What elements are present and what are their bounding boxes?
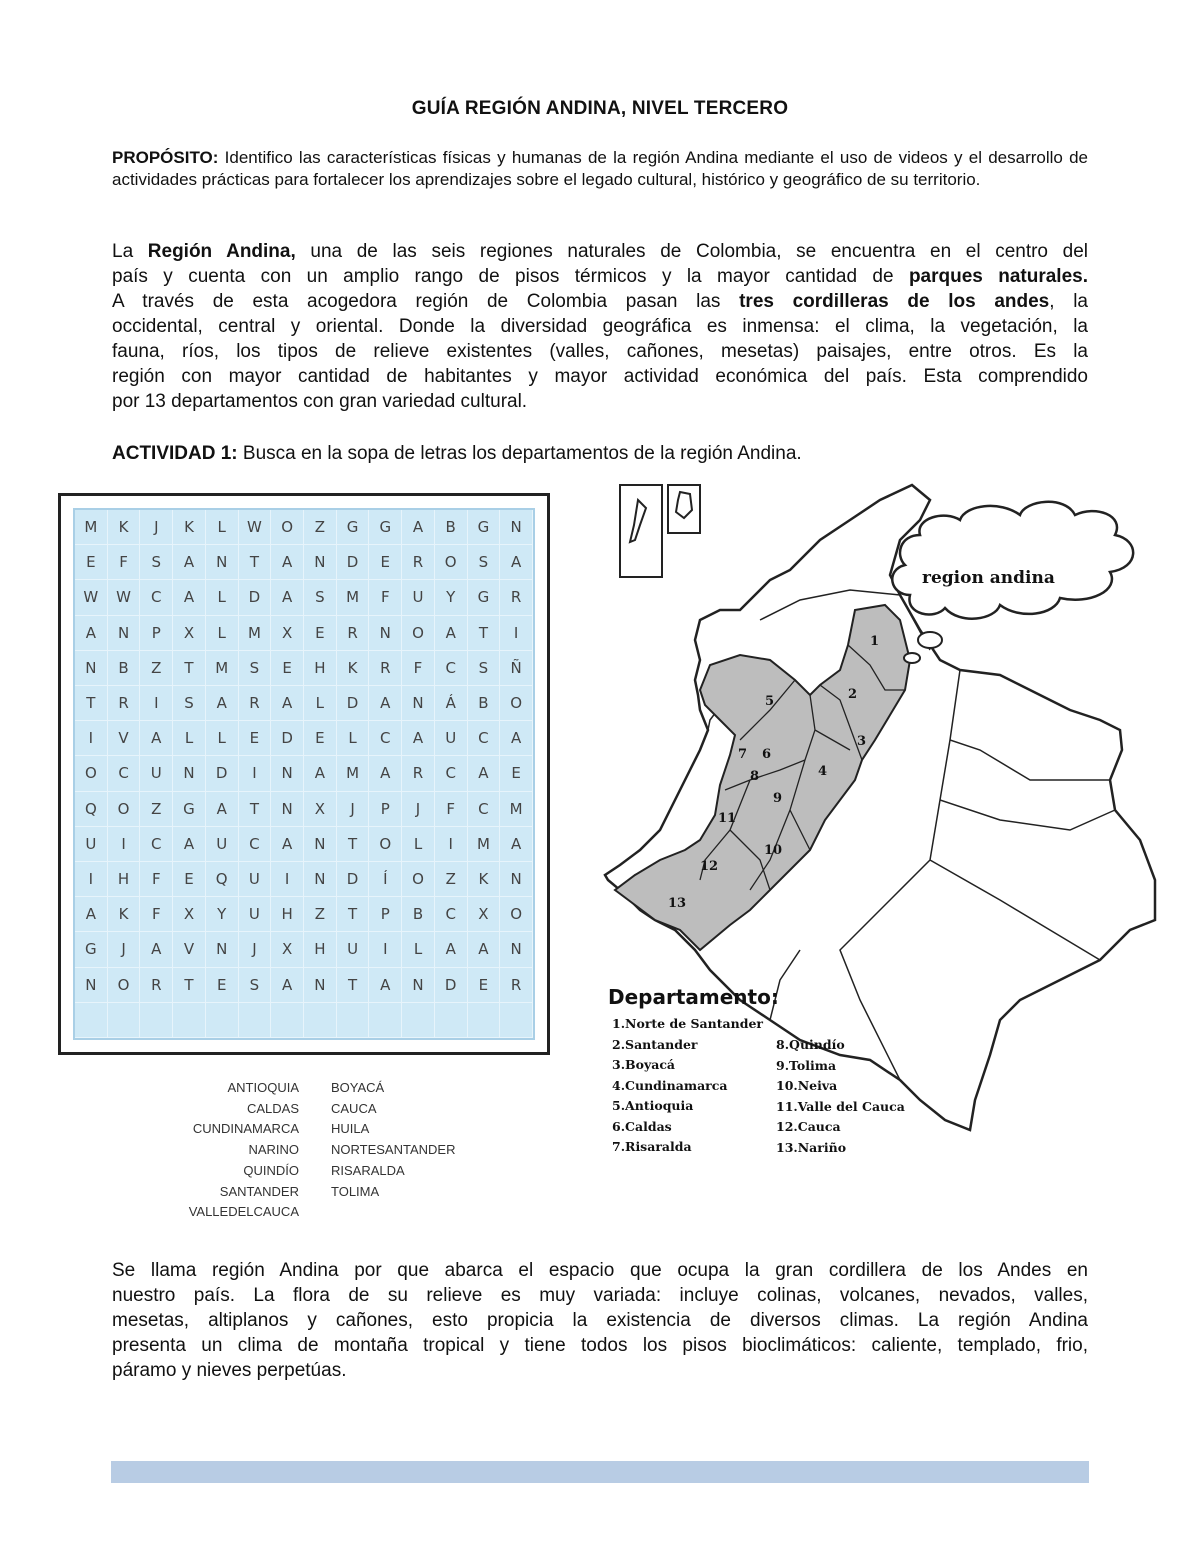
letter-cell: I bbox=[369, 932, 402, 967]
letter-cell: A bbox=[500, 827, 533, 862]
empty-cell bbox=[140, 1003, 173, 1038]
region-number: 11 bbox=[718, 811, 737, 826]
letter-cell: A bbox=[369, 686, 402, 721]
letter-cell: D bbox=[206, 756, 239, 791]
letter-cell: A bbox=[271, 686, 304, 721]
letter-cell: K bbox=[108, 897, 141, 932]
letter-cell: A bbox=[435, 932, 468, 967]
letter-cell: E bbox=[500, 756, 533, 791]
letter-cell: K bbox=[468, 862, 501, 897]
letter-cell: P bbox=[140, 616, 173, 651]
letter-cell: D bbox=[337, 686, 370, 721]
legend-item: 6.Caldas bbox=[612, 1118, 672, 1134]
intro-line: fauna, ríos, los tipos de relieve existentes (valles, cañones, mesetas) paisajes, entre otros. Es la bbox=[112, 341, 1088, 362]
letter-cell: D bbox=[337, 545, 370, 580]
letter-cell: R bbox=[500, 580, 533, 615]
letter-cell: I bbox=[239, 756, 272, 791]
legend-item: 9.Tolima bbox=[776, 1057, 837, 1073]
letter-cell: K bbox=[337, 651, 370, 686]
purpose-paragraph bbox=[112, 147, 1088, 191]
letter-cell: R bbox=[500, 968, 533, 1003]
letter-cell: C bbox=[140, 827, 173, 862]
bubble-dot bbox=[918, 632, 942, 648]
letter-cell: Z bbox=[140, 792, 173, 827]
empty-cell bbox=[500, 1003, 533, 1038]
legend-item: 8.Quindío bbox=[776, 1037, 845, 1052]
letter-cell: X bbox=[271, 932, 304, 967]
empty-cell bbox=[271, 1003, 304, 1038]
word-list-column-2 bbox=[331, 1078, 491, 1202]
empty-cell bbox=[304, 1003, 337, 1038]
letter-cell: C bbox=[468, 721, 501, 756]
region-number: 1 bbox=[870, 634, 880, 649]
letter-cell: A bbox=[500, 721, 533, 756]
legend-column-2 bbox=[776, 1035, 905, 1158]
letter-cell: C bbox=[239, 827, 272, 862]
letter-cell: J bbox=[140, 510, 173, 545]
legend-item: 2.Santander bbox=[612, 1036, 698, 1052]
intro-paragraph bbox=[112, 239, 1088, 414]
letter-cell: S bbox=[468, 545, 501, 580]
legend-column-1 bbox=[612, 1014, 763, 1158]
empty-cell bbox=[435, 1003, 468, 1038]
letter-cell: T bbox=[75, 686, 108, 721]
letter-cell: N bbox=[304, 827, 337, 862]
letter-cell: O bbox=[369, 827, 402, 862]
letter-cell: N bbox=[500, 510, 533, 545]
letter-cell: Q bbox=[75, 792, 108, 827]
letter-cell: S bbox=[140, 545, 173, 580]
letter-cell: I bbox=[75, 721, 108, 756]
empty-cell bbox=[108, 1003, 141, 1038]
letter-cell: N bbox=[206, 545, 239, 580]
letter-cell: C bbox=[108, 756, 141, 791]
letter-cell: F bbox=[140, 862, 173, 897]
letter-cell: A bbox=[140, 721, 173, 756]
letter-cell: T bbox=[468, 616, 501, 651]
intro-line bbox=[112, 239, 1088, 264]
letter-cell: B bbox=[468, 686, 501, 721]
letter-cell: R bbox=[369, 651, 402, 686]
letter-cell: C bbox=[369, 721, 402, 756]
san-andres-inset bbox=[620, 485, 662, 577]
legend-item: 5.Antioquia bbox=[612, 1098, 694, 1113]
letter-cell: A bbox=[206, 686, 239, 721]
letter-cell: G bbox=[468, 580, 501, 615]
letter-cell: Í bbox=[369, 862, 402, 897]
letter-cell: J bbox=[108, 932, 141, 967]
letter-cell: R bbox=[108, 686, 141, 721]
map-bubble-text: region andina bbox=[922, 568, 1055, 588]
closing-line: presenta un clima de montaña tropical y tiene todos los pisos bioclimáticos: caliente, templado, frio, bbox=[112, 1335, 1088, 1356]
closing-line: Se llama región Andina por que abarca el espacio que ocupa la gran cordillera de los Andes en bbox=[112, 1260, 1088, 1281]
letter-cell: B bbox=[435, 510, 468, 545]
word-list-item: ANTIOQUIA bbox=[227, 1080, 299, 1095]
purpose-text: Identifico las características físicas y humanas de la región Andina mediante el uso de videos y el desarrollo de actividades prácticas para fortalecer los aprendizajes sobre el legado cultural, histórico y geográfico de su territorio. bbox=[112, 148, 1088, 189]
letter-cell: L bbox=[173, 721, 206, 756]
empty-cell bbox=[75, 1003, 108, 1038]
letter-cell: M bbox=[239, 616, 272, 651]
letter-cell: U bbox=[206, 827, 239, 862]
legend-item: 13.Nariño bbox=[776, 1139, 847, 1155]
letter-cell: K bbox=[108, 510, 141, 545]
letter-cell: T bbox=[337, 897, 370, 932]
letter-cell: W bbox=[108, 580, 141, 615]
region-number: 4 bbox=[818, 764, 828, 779]
letter-cell: P bbox=[369, 792, 402, 827]
letter-cell: C bbox=[140, 580, 173, 615]
letter-cell: H bbox=[108, 862, 141, 897]
letter-cell: G bbox=[337, 510, 370, 545]
word-list-item: SANTANDER bbox=[219, 1183, 299, 1199]
letter-cell: R bbox=[402, 756, 435, 791]
intro-text: país y cuenta con un amplio rango de pisos térmicos y la mayor cantidad de bbox=[112, 266, 909, 287]
letter-cell: B bbox=[108, 651, 141, 686]
letter-cell: U bbox=[402, 580, 435, 615]
letter-cell: N bbox=[304, 862, 337, 897]
letter-cell: O bbox=[108, 792, 141, 827]
empty-cell bbox=[468, 1003, 501, 1038]
letter-cell: O bbox=[500, 897, 533, 932]
letter-cell: N bbox=[108, 616, 141, 651]
letter-cell: A bbox=[402, 510, 435, 545]
letter-cell: X bbox=[173, 616, 206, 651]
letter-cell: F bbox=[108, 545, 141, 580]
word-list-item: NORTESANTANDER bbox=[331, 1142, 456, 1158]
letter-cell: I bbox=[435, 827, 468, 862]
letter-cell: Z bbox=[304, 510, 337, 545]
letter-cell: D bbox=[239, 580, 272, 615]
letter-cell: U bbox=[239, 862, 272, 897]
letter-cell: I bbox=[75, 862, 108, 897]
empty-cell bbox=[337, 1003, 370, 1038]
letter-cell: A bbox=[206, 792, 239, 827]
letter-cell: Y bbox=[435, 580, 468, 615]
letter-cell: U bbox=[140, 756, 173, 791]
letter-cell: C bbox=[468, 792, 501, 827]
letter-cell: I bbox=[108, 827, 141, 862]
activity-instruction bbox=[112, 441, 1088, 466]
letter-cell: S bbox=[239, 651, 272, 686]
letter-cell: R bbox=[337, 616, 370, 651]
intro-text: La bbox=[112, 241, 148, 262]
letter-cell: X bbox=[271, 616, 304, 651]
letter-cell: E bbox=[304, 721, 337, 756]
letter-cell: A bbox=[468, 756, 501, 791]
letter-cell: G bbox=[75, 932, 108, 967]
letter-cell: D bbox=[337, 862, 370, 897]
letter-cell: L bbox=[206, 510, 239, 545]
letter-cell: D bbox=[435, 968, 468, 1003]
letter-cell: H bbox=[304, 651, 337, 686]
letter-cell: O bbox=[435, 545, 468, 580]
letter-cell: N bbox=[75, 968, 108, 1003]
word-list-item: VALLEDELCAUCA bbox=[188, 1204, 299, 1220]
letter-cell: U bbox=[435, 721, 468, 756]
letter-cell: X bbox=[304, 792, 337, 827]
letter-cell: S bbox=[173, 686, 206, 721]
intro-text: una de las seis regiones naturales de Colombia, se encuentra en el centro del bbox=[295, 241, 1088, 262]
word-list-item: NARINO bbox=[248, 1142, 299, 1158]
legend-item: 1.Norte de Santander bbox=[612, 1016, 763, 1031]
letter-cell: C bbox=[435, 756, 468, 791]
legend-item: 11.Valle del Cauca bbox=[776, 1098, 905, 1114]
letter-cell: O bbox=[75, 756, 108, 791]
closing-paragraph bbox=[112, 1258, 1088, 1383]
letter-cell: F bbox=[402, 651, 435, 686]
letter-cell: N bbox=[500, 862, 533, 897]
letter-cell: J bbox=[402, 792, 435, 827]
letter-cell: T bbox=[337, 827, 370, 862]
letter-cell: C bbox=[435, 897, 468, 932]
letter-cell: V bbox=[108, 721, 141, 756]
region-number: 9 bbox=[773, 791, 783, 806]
intro-bold: Región Andina, bbox=[147, 241, 296, 262]
empty-cell bbox=[369, 1003, 402, 1038]
letter-cell: O bbox=[500, 686, 533, 721]
letter-cell: M bbox=[337, 756, 370, 791]
word-list-column-1 bbox=[150, 1078, 299, 1223]
letter-cell: R bbox=[140, 968, 173, 1003]
region-number: 5 bbox=[765, 694, 775, 709]
letter-cell: N bbox=[369, 616, 402, 651]
letter-cell: A bbox=[173, 827, 206, 862]
letter-cell: A bbox=[304, 756, 337, 791]
letter-cell: A bbox=[468, 932, 501, 967]
letter-cell: C bbox=[435, 651, 468, 686]
legend-item: 3.Boyacá bbox=[612, 1057, 676, 1072]
letter-cell: A bbox=[75, 616, 108, 651]
activity-label: ACTIVIDAD 1: bbox=[112, 443, 238, 464]
letter-cell: V bbox=[173, 932, 206, 967]
legend-item: 7.Risaralda bbox=[612, 1139, 692, 1154]
letter-cell: A bbox=[271, 580, 304, 615]
letter-cell: G bbox=[173, 792, 206, 827]
letter-cell: F bbox=[140, 897, 173, 932]
word-list-item: BOYACÁ bbox=[331, 1080, 385, 1095]
letter-cell: G bbox=[468, 510, 501, 545]
empty-cell bbox=[173, 1003, 206, 1038]
letter-cell: P bbox=[369, 897, 402, 932]
letter-cell: L bbox=[206, 721, 239, 756]
letter-cell: M bbox=[206, 651, 239, 686]
letter-cell: A bbox=[402, 721, 435, 756]
letter-cell: A bbox=[369, 756, 402, 791]
legend-item: 4.Cundinamarca bbox=[612, 1077, 728, 1093]
letter-cell: M bbox=[337, 580, 370, 615]
letter-cell: L bbox=[402, 932, 435, 967]
letter-cell: R bbox=[239, 686, 272, 721]
letter-cell: Ñ bbox=[500, 651, 533, 686]
letter-cell: E bbox=[173, 862, 206, 897]
intro-line: occidental, central y oriental. Donde la diversidad geográfica es inmensa: el clima, la vegetación, la bbox=[112, 316, 1088, 337]
region-number: 7 bbox=[738, 747, 748, 762]
letter-cell: T bbox=[173, 968, 206, 1003]
letter-cell: N bbox=[75, 651, 108, 686]
letter-cell: S bbox=[468, 651, 501, 686]
letter-cell: N bbox=[173, 756, 206, 791]
word-search-frame bbox=[58, 493, 550, 1055]
letter-cell: E bbox=[369, 545, 402, 580]
letter-cell: Z bbox=[140, 651, 173, 686]
letter-cell: E bbox=[75, 545, 108, 580]
letter-cell: N bbox=[304, 968, 337, 1003]
letter-cell: J bbox=[337, 792, 370, 827]
letter-cell: Y bbox=[206, 897, 239, 932]
letter-cell: I bbox=[271, 862, 304, 897]
word-list-item: HUILA bbox=[331, 1121, 370, 1137]
letter-cell: G bbox=[369, 510, 402, 545]
legend-item: 12.Cauca bbox=[776, 1119, 841, 1134]
letter-cell: L bbox=[304, 686, 337, 721]
word-list-item: CAUCA bbox=[331, 1100, 377, 1116]
intro-text: , la bbox=[1049, 291, 1088, 312]
letter-cell: A bbox=[271, 968, 304, 1003]
letter-cell: D bbox=[271, 721, 304, 756]
letter-cell: A bbox=[75, 897, 108, 932]
closing-line: páramo y nieves perpetúas. bbox=[112, 1360, 347, 1381]
letter-cell: S bbox=[304, 580, 337, 615]
letter-cell: K bbox=[173, 510, 206, 545]
region-number: 8 bbox=[750, 769, 760, 784]
letter-cell: Á bbox=[435, 686, 468, 721]
intro-line: región con mayor cantidad de habitantes y mayor actividad económica del país. Esta comprendido bbox=[112, 366, 1088, 387]
letter-cell: A bbox=[140, 932, 173, 967]
letter-cell: N bbox=[500, 932, 533, 967]
word-list-item: CALDAS bbox=[246, 1100, 299, 1116]
activity-text: Busca en la sopa de letras los departamentos de la región Andina. bbox=[237, 443, 802, 464]
intro-line bbox=[112, 289, 1088, 314]
intro-bold: tres cordilleras de los andes bbox=[739, 291, 1050, 312]
letter-cell: M bbox=[468, 827, 501, 862]
letter-cell: N bbox=[402, 968, 435, 1003]
letter-cell: E bbox=[304, 616, 337, 651]
word-list-item: CUNDINAMARCA bbox=[192, 1121, 299, 1137]
letter-cell: Z bbox=[435, 862, 468, 897]
letter-cell: O bbox=[271, 510, 304, 545]
empty-cell bbox=[402, 1003, 435, 1038]
letter-cell: T bbox=[337, 968, 370, 1003]
page-title: GUÍA REGIÓN ANDINA, NIVEL TERCERO bbox=[411, 98, 789, 119]
letter-cell: E bbox=[468, 968, 501, 1003]
letter-cell: T bbox=[239, 545, 272, 580]
letter-cell: J bbox=[239, 932, 272, 967]
letter-cell: F bbox=[369, 580, 402, 615]
letter-cell: H bbox=[304, 932, 337, 967]
legend-title: Departamento: bbox=[608, 985, 779, 1009]
word-list-item: QUINDÍO bbox=[243, 1162, 299, 1178]
letter-cell: M bbox=[500, 792, 533, 827]
letter-cell: L bbox=[206, 616, 239, 651]
letter-cell: F bbox=[435, 792, 468, 827]
letter-cell: N bbox=[271, 792, 304, 827]
letter-cell: A bbox=[369, 968, 402, 1003]
legend-item: 10.Neiva bbox=[776, 1078, 838, 1093]
letter-cell: W bbox=[75, 580, 108, 615]
empty-cell bbox=[239, 1003, 272, 1038]
letter-cell: L bbox=[402, 827, 435, 862]
letter-cell: M bbox=[75, 510, 108, 545]
intro-line bbox=[112, 264, 1088, 289]
letter-cell: A bbox=[271, 545, 304, 580]
letter-cell: W bbox=[239, 510, 272, 545]
word-search-grid bbox=[73, 508, 535, 1040]
letter-cell: E bbox=[206, 968, 239, 1003]
intro-text: A través de esta acogedora región de Colombia pasan las bbox=[112, 291, 740, 312]
footer-bar bbox=[111, 1461, 1089, 1483]
letter-cell: A bbox=[173, 545, 206, 580]
letter-cell: N bbox=[402, 686, 435, 721]
letter-cell: S bbox=[239, 968, 272, 1003]
letter-cell: O bbox=[108, 968, 141, 1003]
letter-cell: A bbox=[435, 616, 468, 651]
bubble-dot bbox=[904, 653, 920, 663]
letter-cell: O bbox=[402, 862, 435, 897]
region-number: 13 bbox=[668, 896, 687, 911]
region-number: 12 bbox=[700, 859, 719, 874]
letter-cell: T bbox=[173, 651, 206, 686]
empty-cell bbox=[206, 1003, 239, 1038]
letter-cell: I bbox=[500, 616, 533, 651]
letter-cell: R bbox=[402, 545, 435, 580]
letter-cell: U bbox=[239, 897, 272, 932]
letter-cell: Z bbox=[304, 897, 337, 932]
letter-cell: E bbox=[271, 651, 304, 686]
colombia-map bbox=[600, 480, 1170, 1160]
letter-cell: N bbox=[271, 756, 304, 791]
letter-cell: B bbox=[402, 897, 435, 932]
word-list-item: TOLIMA bbox=[331, 1183, 380, 1199]
letter-cell: L bbox=[337, 721, 370, 756]
region-number: 10 bbox=[764, 843, 783, 858]
thought-bubble bbox=[892, 502, 1133, 619]
closing-line: nuestro país. La flora de su relieve es muy variada: incluye colinas, volcanes, nevados, valles, bbox=[112, 1285, 1088, 1306]
region-number: 2 bbox=[848, 687, 858, 702]
intro-bold: parques naturales. bbox=[908, 266, 1088, 287]
letter-cell: N bbox=[304, 545, 337, 580]
region-number: 3 bbox=[857, 734, 867, 749]
letter-cell: Q bbox=[206, 862, 239, 897]
letter-cell: X bbox=[173, 897, 206, 932]
letter-cell: A bbox=[271, 827, 304, 862]
letter-cell: U bbox=[337, 932, 370, 967]
letter-cell: A bbox=[173, 580, 206, 615]
letter-cell: L bbox=[206, 580, 239, 615]
closing-line: mesetas, altiplanos y cañones, esto propicia la existencia de diversos climas. La región Andina bbox=[112, 1310, 1088, 1331]
letter-cell: E bbox=[239, 721, 272, 756]
purpose-label: PROPÓSITO: bbox=[112, 148, 219, 167]
intro-line: por 13 departamentos con gran variedad cultural. bbox=[112, 391, 528, 412]
word-list-item: RISARALDA bbox=[331, 1162, 405, 1178]
letter-cell: T bbox=[239, 792, 272, 827]
letter-cell: X bbox=[468, 897, 501, 932]
letter-cell: O bbox=[402, 616, 435, 651]
letter-cell: H bbox=[271, 897, 304, 932]
letter-cell: U bbox=[75, 827, 108, 862]
letter-cell: A bbox=[500, 545, 533, 580]
letter-cell: N bbox=[206, 932, 239, 967]
letter-cell: I bbox=[140, 686, 173, 721]
region-number: 6 bbox=[762, 747, 772, 762]
